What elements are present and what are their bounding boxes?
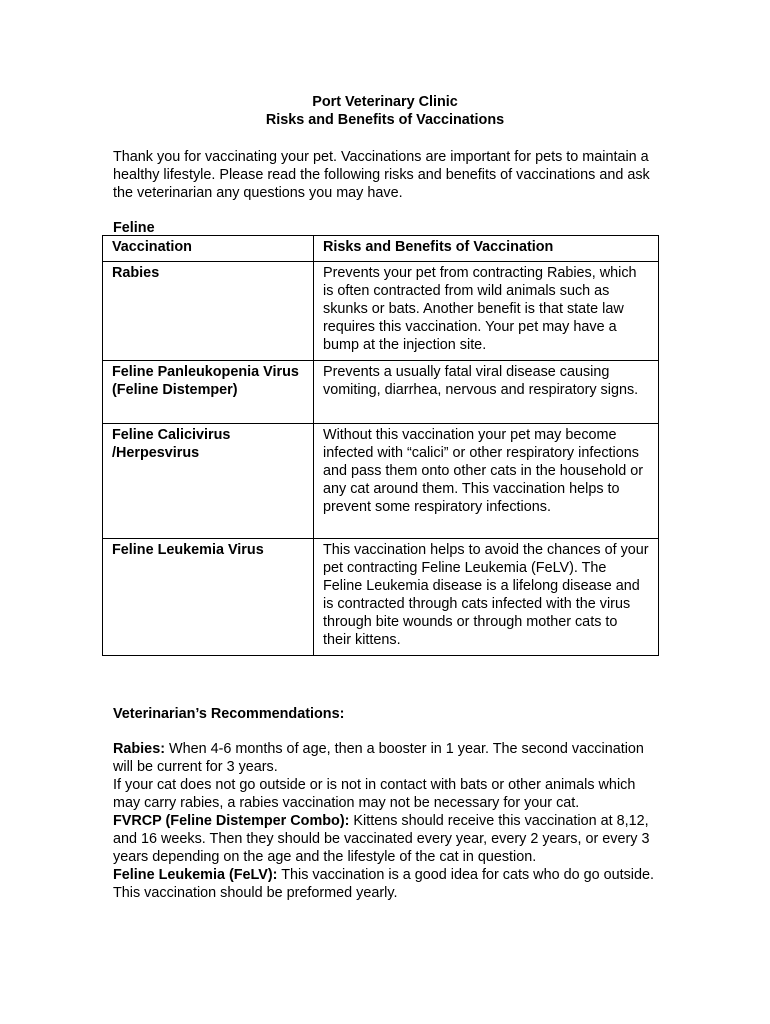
table-row [103, 539, 659, 656]
vaccination-name: Feline Calicivirus /Herpesvirus [103, 424, 314, 539]
recommendations-heading: Veterinarian’s Recommendations: [113, 706, 345, 722]
rabies-recommendation [113, 740, 658, 776]
clinic-name: Port Veterinary Clinic [312, 94, 458, 110]
fvrcp-recommendation [113, 812, 658, 866]
vaccination-name: Feline Panleukopenia Virus (Feline Distemper) [103, 361, 314, 424]
vaccination-description: Without this vaccination your pet may become infected with “calici” or other respiratory infections and pass them onto other cats in the household or any cat around them. This vaccination helps to prevent some respiratory infections. [314, 424, 659, 539]
table-row [103, 262, 659, 361]
document-title: Risks and Benefits of Vaccinations [265, 112, 505, 128]
vaccination-description: This vaccination helps to avoid the chances of your pet contracting Feline Leukemia (FeLV). The Feline Leukemia disease is a lifelong disease and is contracted through cats infected with the virus through bite wounds or through mother cats to their kittens. [314, 539, 659, 656]
vaccination-description: Prevents your pet from contracting Rabies, which is often contracted from wild animals such as skunks or bats. Another benefit is that state law requires this vaccination. Your pet may have a bump at the injection site. [314, 262, 659, 361]
table-row [103, 361, 659, 424]
felv-recommendation [113, 866, 658, 902]
fvrcp-text: Kittens should receive this vaccination at 8,12, and 16 weeks. Then they should be vaccinated every year, every 2 years, or every 3 years depending on the age and the lifestyle of the cat in question. [113, 813, 650, 865]
column-header-risks-benefits: Risks and Benefits of Vaccination [314, 236, 659, 262]
recommendations-body [113, 740, 658, 902]
rabies-note: If your cat does not go outside or is not in contact with bats or other animals which may carry rabies, a rabies vaccination may not be necessary for your cat. [113, 777, 636, 811]
intro-paragraph: Thank you for vaccinating your pet. Vaccinations are important for pets to maintain a healthy lifestyle. Please read the following risks and benefits of vaccinations and ask the veterinarian any questions you may have. [113, 149, 650, 201]
table-header-row [103, 236, 659, 262]
vaccination-name: Rabies [103, 262, 314, 361]
rabies-text: When 4-6 months of age, then a booster in 1 year. The second vaccination will be current for 3 years. [113, 741, 644, 775]
vaccination-table [102, 235, 659, 656]
rabies-label: Rabies: [113, 741, 165, 757]
column-header-vaccination: Vaccination [103, 236, 314, 262]
vaccination-name: Feline Leukemia Virus [103, 539, 314, 656]
table-row [103, 424, 659, 539]
felv-text: This vaccination is a good idea for cats who do go outside. This vaccination should be preformed yearly. [113, 867, 654, 901]
vaccination-description: Prevents a usually fatal viral disease causing vomiting, diarrhea, nervous and respiratory signs. [314, 361, 659, 424]
fvrcp-label: FVRCP (Feline Distemper Combo): [113, 813, 350, 829]
section-label-feline: Feline [113, 220, 155, 236]
felv-label: Feline Leukemia (FeLV): [113, 867, 278, 883]
